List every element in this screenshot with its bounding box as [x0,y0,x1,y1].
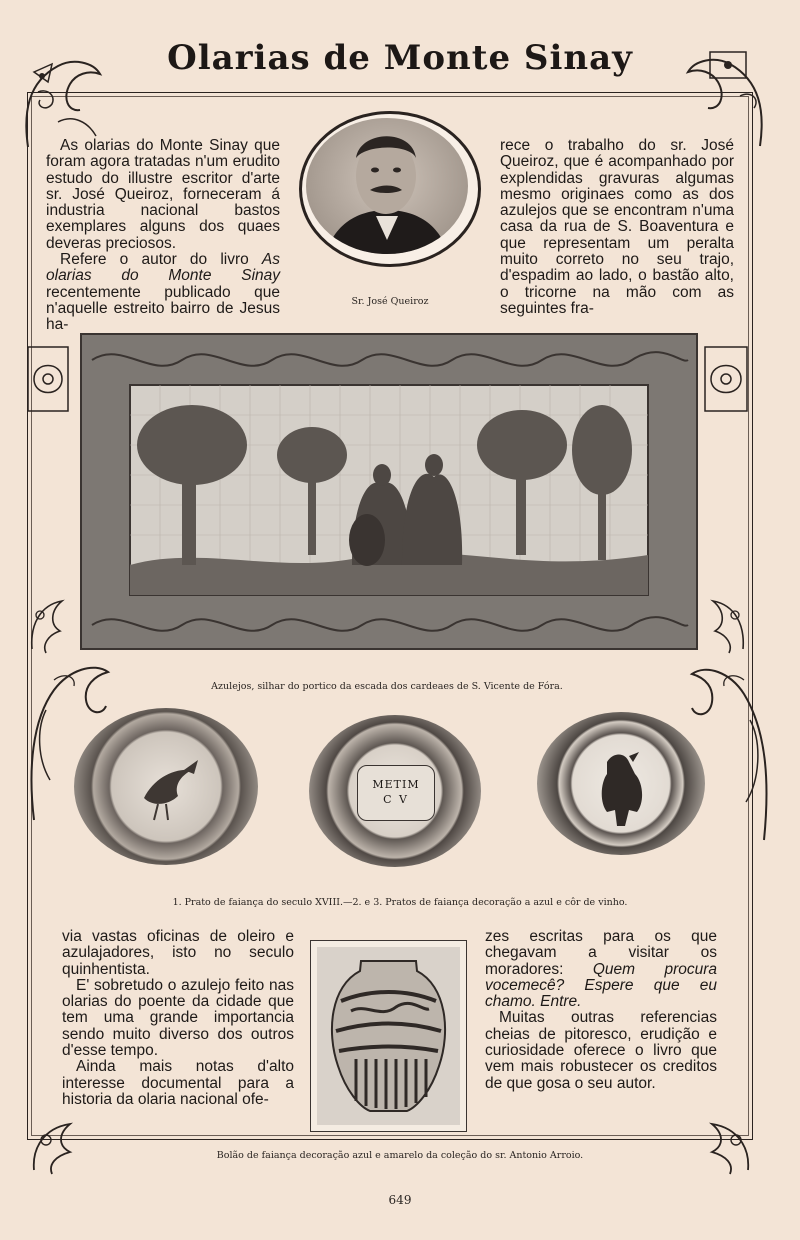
plate-1 [74,708,258,865]
intro-paragraph-2: Refere o autor do livro As olarias do Monte Sinay recentemente publicado que n'aquelle estreito bairro de Jesus ha- [46,251,280,334]
quoted-speech: Quem procura vocemecê? Espere que eu chamo. Entre. [485,960,717,1011]
intro-left-column [46,138,280,334]
plate-2 [309,715,481,867]
bottom-paragraph-3: Ainda mais notas d'alto interesse documental para a historia da olaria nacional ofe- [62,1058,294,1108]
portrait-caption: Sr. José Queiroz [351,296,429,307]
book-title: As olarias do Monte Sinay [46,251,280,285]
vase-image [311,941,466,1131]
intro-right-column: rece o trabalho do sr. José Queiroz, que é acompanhado por explendidas gravuras algumas mesmo originaes como as dos azulejos que se encontram n'uma casa da rua de S. Boaventura e que representam um peralta muito correto no seu trajo, d'espadim ao lado, o bastão alto, o tricorne na mão com as seguintes fra- [500,137,734,317]
azulejo-artwork [82,335,696,648]
bottom-left-column [62,929,294,1108]
vase-caption: Bolão de faiança decoração azul e amarelo da coleção do sr. Antonio Arroio. [216,1150,584,1161]
plate-2-inscription-line-2: C V [383,793,409,806]
azulejo-panel [80,333,698,650]
plate-1-bird [74,708,258,865]
bottom-paragraph-1: via vastas oficinas de oleiro e azulajadores, isto no seculo quinhentista. [62,928,294,978]
plate-3-eagle [537,712,705,855]
page-title: Olarias de Monte Sinay [167,38,633,78]
portrait-photo [306,118,468,254]
plates-caption: 1. Prato de faiança do seculo XVIII.—2. e 3. Pratos de faiança decoração a azul e côr de vinho. [172,897,628,908]
portrait-figure [306,118,468,254]
bottom-right-paragraph-2: Muitas outras referencias cheias de pitoresco, erudição e curiosidade oferece o livro que vem mais robustecer os creditos de que gosa o seu autor. [485,1009,717,1092]
plate-3 [537,712,705,855]
side-ornament-left-2 [26,595,70,655]
bottom-right-column [485,929,717,1092]
tile-caption: Azulejos, silhar do portico da escada dos cardeaes de S. Vicente de Fóra. [211,681,563,692]
corner-ornament-bottom-right [698,1118,753,1176]
plate-2-cartouche [357,765,435,821]
page-number: 649 [388,1193,412,1207]
side-ornament-right-1 [703,345,749,413]
corner-ornament-bottom-left [30,1118,85,1176]
side-ornament-right-2 [703,595,749,655]
vase-photo-frame [310,940,467,1132]
bottom-right-paragraph-1: zes escritas para os que chegavam a visitar os moradores: Quem procura vocemecê? Espere que eu chamo. Entre. [485,928,717,1011]
intro-paragraph-1: As olarias do Monte Sinay que foram agora tratadas n'um erudito estudo do illustre escritor d'arte sr. José Queiroz, forneceram á industria nacional bastos exemplares alguns dos quaes deveras preciosos. [46,137,280,252]
plate-2-inscription-line-1: METIM [372,778,420,791]
side-ornament-left-1 [26,345,70,413]
bottom-paragraph-2: E' sobretudo o azulejo feito nas olarias do poente da cidade que tem uma grande importancia sendo muito diverso dos outros d'esse tempo. [62,976,294,1060]
